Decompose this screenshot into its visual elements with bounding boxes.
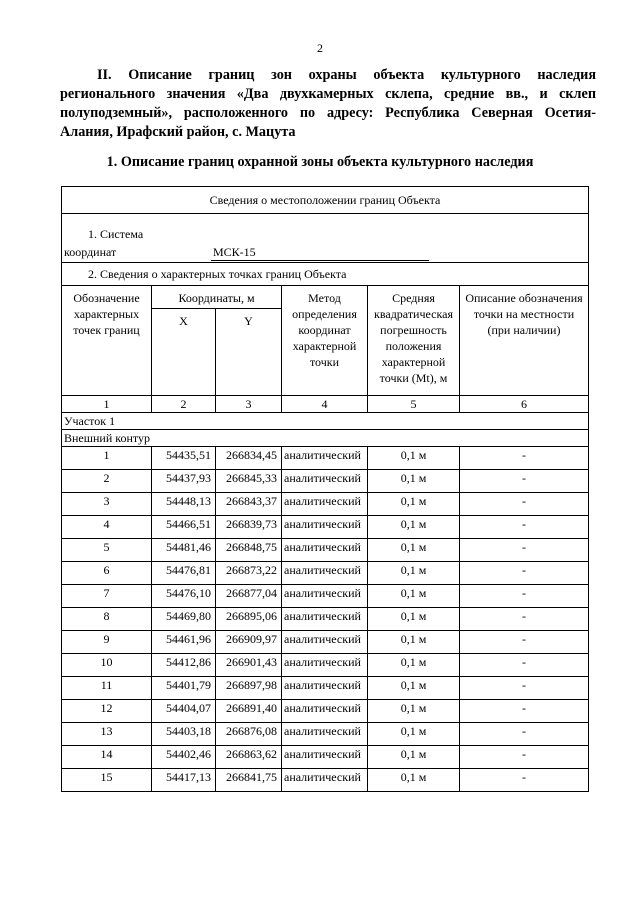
coord-x: 54403,18 bbox=[152, 723, 216, 746]
table-row bbox=[62, 677, 589, 700]
header-error: Средняя квадратическая погрешность положения характерной точки (Mt), м bbox=[368, 286, 460, 396]
point-number: 6 bbox=[62, 562, 152, 585]
table-row bbox=[62, 654, 589, 677]
point-description: - bbox=[460, 746, 589, 769]
method: аналитический bbox=[282, 677, 368, 700]
coord-y: 266845,33 bbox=[216, 470, 282, 493]
coord-y: 266843,37 bbox=[216, 493, 282, 516]
coord-y: 266876,08 bbox=[216, 723, 282, 746]
point-description: - bbox=[460, 700, 589, 723]
point-description: - bbox=[460, 723, 589, 746]
method: аналитический bbox=[282, 447, 368, 470]
header-description: Описание обозначения точки на местности (при наличии) bbox=[460, 286, 589, 396]
points-caption: 2. Сведения о характерных точках границ Объекта bbox=[62, 263, 589, 286]
point-number: 14 bbox=[62, 746, 152, 769]
coord-y: 266895,06 bbox=[216, 608, 282, 631]
system-label-cont: координат bbox=[64, 245, 117, 259]
point-number: 5 bbox=[62, 539, 152, 562]
coord-y: 266841,75 bbox=[216, 769, 282, 792]
point-description: - bbox=[460, 493, 589, 516]
method: аналитический bbox=[282, 562, 368, 585]
coord-x: 54476,81 bbox=[152, 562, 216, 585]
point-number: 3 bbox=[62, 493, 152, 516]
point-number: 12 bbox=[62, 700, 152, 723]
accuracy: 0,1 м bbox=[368, 585, 460, 608]
accuracy: 0,1 м bbox=[368, 447, 460, 470]
table-row bbox=[62, 631, 589, 654]
coord-y: 266863,62 bbox=[216, 746, 282, 769]
table-caption: Сведения о местоположении границ Объекта bbox=[62, 187, 589, 214]
coord-x: 54461,96 bbox=[152, 631, 216, 654]
table-row bbox=[62, 585, 589, 608]
column-number: 2 bbox=[152, 396, 216, 413]
header-y: Y bbox=[216, 309, 282, 396]
method: аналитический bbox=[282, 493, 368, 516]
point-description: - bbox=[460, 516, 589, 539]
method: аналитический bbox=[282, 746, 368, 769]
column-number: 6 bbox=[460, 396, 589, 413]
point-description: - bbox=[460, 631, 589, 654]
accuracy: 0,1 м bbox=[368, 746, 460, 769]
header-designation: Обозначение характерных точек границ bbox=[62, 286, 152, 396]
coord-x: 54476,10 bbox=[152, 585, 216, 608]
table-row bbox=[62, 493, 589, 516]
header-coords: Координаты, м bbox=[152, 286, 282, 309]
boundary-points-table bbox=[61, 186, 589, 792]
coord-y: 266909,97 bbox=[216, 631, 282, 654]
coord-y: 266839,73 bbox=[216, 516, 282, 539]
accuracy: 0,1 м bbox=[368, 631, 460, 654]
method: аналитический bbox=[282, 608, 368, 631]
coord-x: 54402,46 bbox=[152, 746, 216, 769]
point-description: - bbox=[460, 585, 589, 608]
coord-x: 54412,86 bbox=[152, 654, 216, 677]
column-number: 3 bbox=[216, 396, 282, 413]
sub-title: 1. Описание границ охранной зоны объекта культурного наследия bbox=[106, 154, 534, 170]
point-description: - bbox=[460, 677, 589, 700]
accuracy: 0,1 м bbox=[368, 677, 460, 700]
method: аналитический bbox=[282, 470, 368, 493]
coord-x: 54437,93 bbox=[152, 470, 216, 493]
coord-x: 54481,46 bbox=[152, 539, 216, 562]
point-number: 2 bbox=[62, 470, 152, 493]
coord-y: 266873,22 bbox=[216, 562, 282, 585]
accuracy: 0,1 м bbox=[368, 470, 460, 493]
coord-x: 54466,51 bbox=[152, 516, 216, 539]
point-number: 8 bbox=[62, 608, 152, 631]
point-description: - bbox=[460, 608, 589, 631]
section-title: II. Описание границ зон охраны объекта культурного наследия регионального значения «Два двухкамерных склепа, средние вв., и склеп полуподземный», расположенного по адресу: Республика Северная Осетия-Алания, Ирафский район, с. Мацута bbox=[60, 67, 596, 140]
table-row bbox=[62, 516, 589, 539]
method: аналитический bbox=[282, 516, 368, 539]
accuracy: 0,1 м bbox=[368, 493, 460, 516]
point-number: 13 bbox=[62, 723, 152, 746]
table-row bbox=[62, 769, 589, 792]
accuracy: 0,1 м bbox=[368, 608, 460, 631]
point-description: - bbox=[460, 539, 589, 562]
coord-x: 54469,80 bbox=[152, 608, 216, 631]
point-description: - bbox=[460, 470, 589, 493]
coord-x: 54448,13 bbox=[152, 493, 216, 516]
coord-y: 266891,40 bbox=[216, 700, 282, 723]
method: аналитический bbox=[282, 723, 368, 746]
point-number: 9 bbox=[62, 631, 152, 654]
system-value: МСК-15 bbox=[211, 244, 429, 261]
table-row bbox=[62, 608, 589, 631]
coordinate-system-cell bbox=[62, 214, 589, 263]
accuracy: 0,1 м bbox=[368, 562, 460, 585]
coord-x: 54435,51 bbox=[152, 447, 216, 470]
method: аналитический bbox=[282, 539, 368, 562]
method: аналитический bbox=[282, 769, 368, 792]
method: аналитический bbox=[282, 585, 368, 608]
point-number: 15 bbox=[62, 769, 152, 792]
accuracy: 0,1 м bbox=[368, 723, 460, 746]
accuracy: 0,1 м bbox=[368, 769, 460, 792]
coord-y: 266834,45 bbox=[216, 447, 282, 470]
coord-y: 266901,43 bbox=[216, 654, 282, 677]
table-row bbox=[62, 470, 589, 493]
coord-x: 54401,79 bbox=[152, 677, 216, 700]
point-number: 7 bbox=[62, 585, 152, 608]
contour-label: Внешний контур bbox=[62, 430, 589, 447]
point-number: 11 bbox=[62, 677, 152, 700]
coord-y: 266877,04 bbox=[216, 585, 282, 608]
coord-y: 266848,75 bbox=[216, 539, 282, 562]
table-row bbox=[62, 700, 589, 723]
point-description: - bbox=[460, 654, 589, 677]
section-label: Участок 1 bbox=[62, 413, 589, 430]
header-method: Метод определения координат характерной точки bbox=[282, 286, 368, 396]
accuracy: 0,1 м bbox=[368, 654, 460, 677]
table-row bbox=[62, 723, 589, 746]
coord-x: 54417,13 bbox=[152, 769, 216, 792]
coord-y: 266897,98 bbox=[216, 677, 282, 700]
point-description: - bbox=[460, 769, 589, 792]
point-description: - bbox=[460, 562, 589, 585]
header-x: X bbox=[152, 309, 216, 396]
column-number: 4 bbox=[282, 396, 368, 413]
point-number: 1 bbox=[62, 447, 152, 470]
page-number: 2 bbox=[317, 41, 323, 55]
point-description: - bbox=[460, 447, 589, 470]
column-number: 5 bbox=[368, 396, 460, 413]
point-number: 10 bbox=[62, 654, 152, 677]
accuracy: 0,1 м bbox=[368, 516, 460, 539]
table-row bbox=[62, 447, 589, 470]
system-label: 1. Система bbox=[88, 227, 144, 241]
accuracy: 0,1 м bbox=[368, 539, 460, 562]
method: аналитический bbox=[282, 700, 368, 723]
coord-x: 54404,07 bbox=[152, 700, 216, 723]
table-row bbox=[62, 539, 589, 562]
point-number: 4 bbox=[62, 516, 152, 539]
table-row bbox=[62, 562, 589, 585]
accuracy: 0,1 м bbox=[368, 700, 460, 723]
column-number: 1 bbox=[62, 396, 152, 413]
method: аналитический bbox=[282, 654, 368, 677]
method: аналитический bbox=[282, 631, 368, 654]
table-row bbox=[62, 746, 589, 769]
